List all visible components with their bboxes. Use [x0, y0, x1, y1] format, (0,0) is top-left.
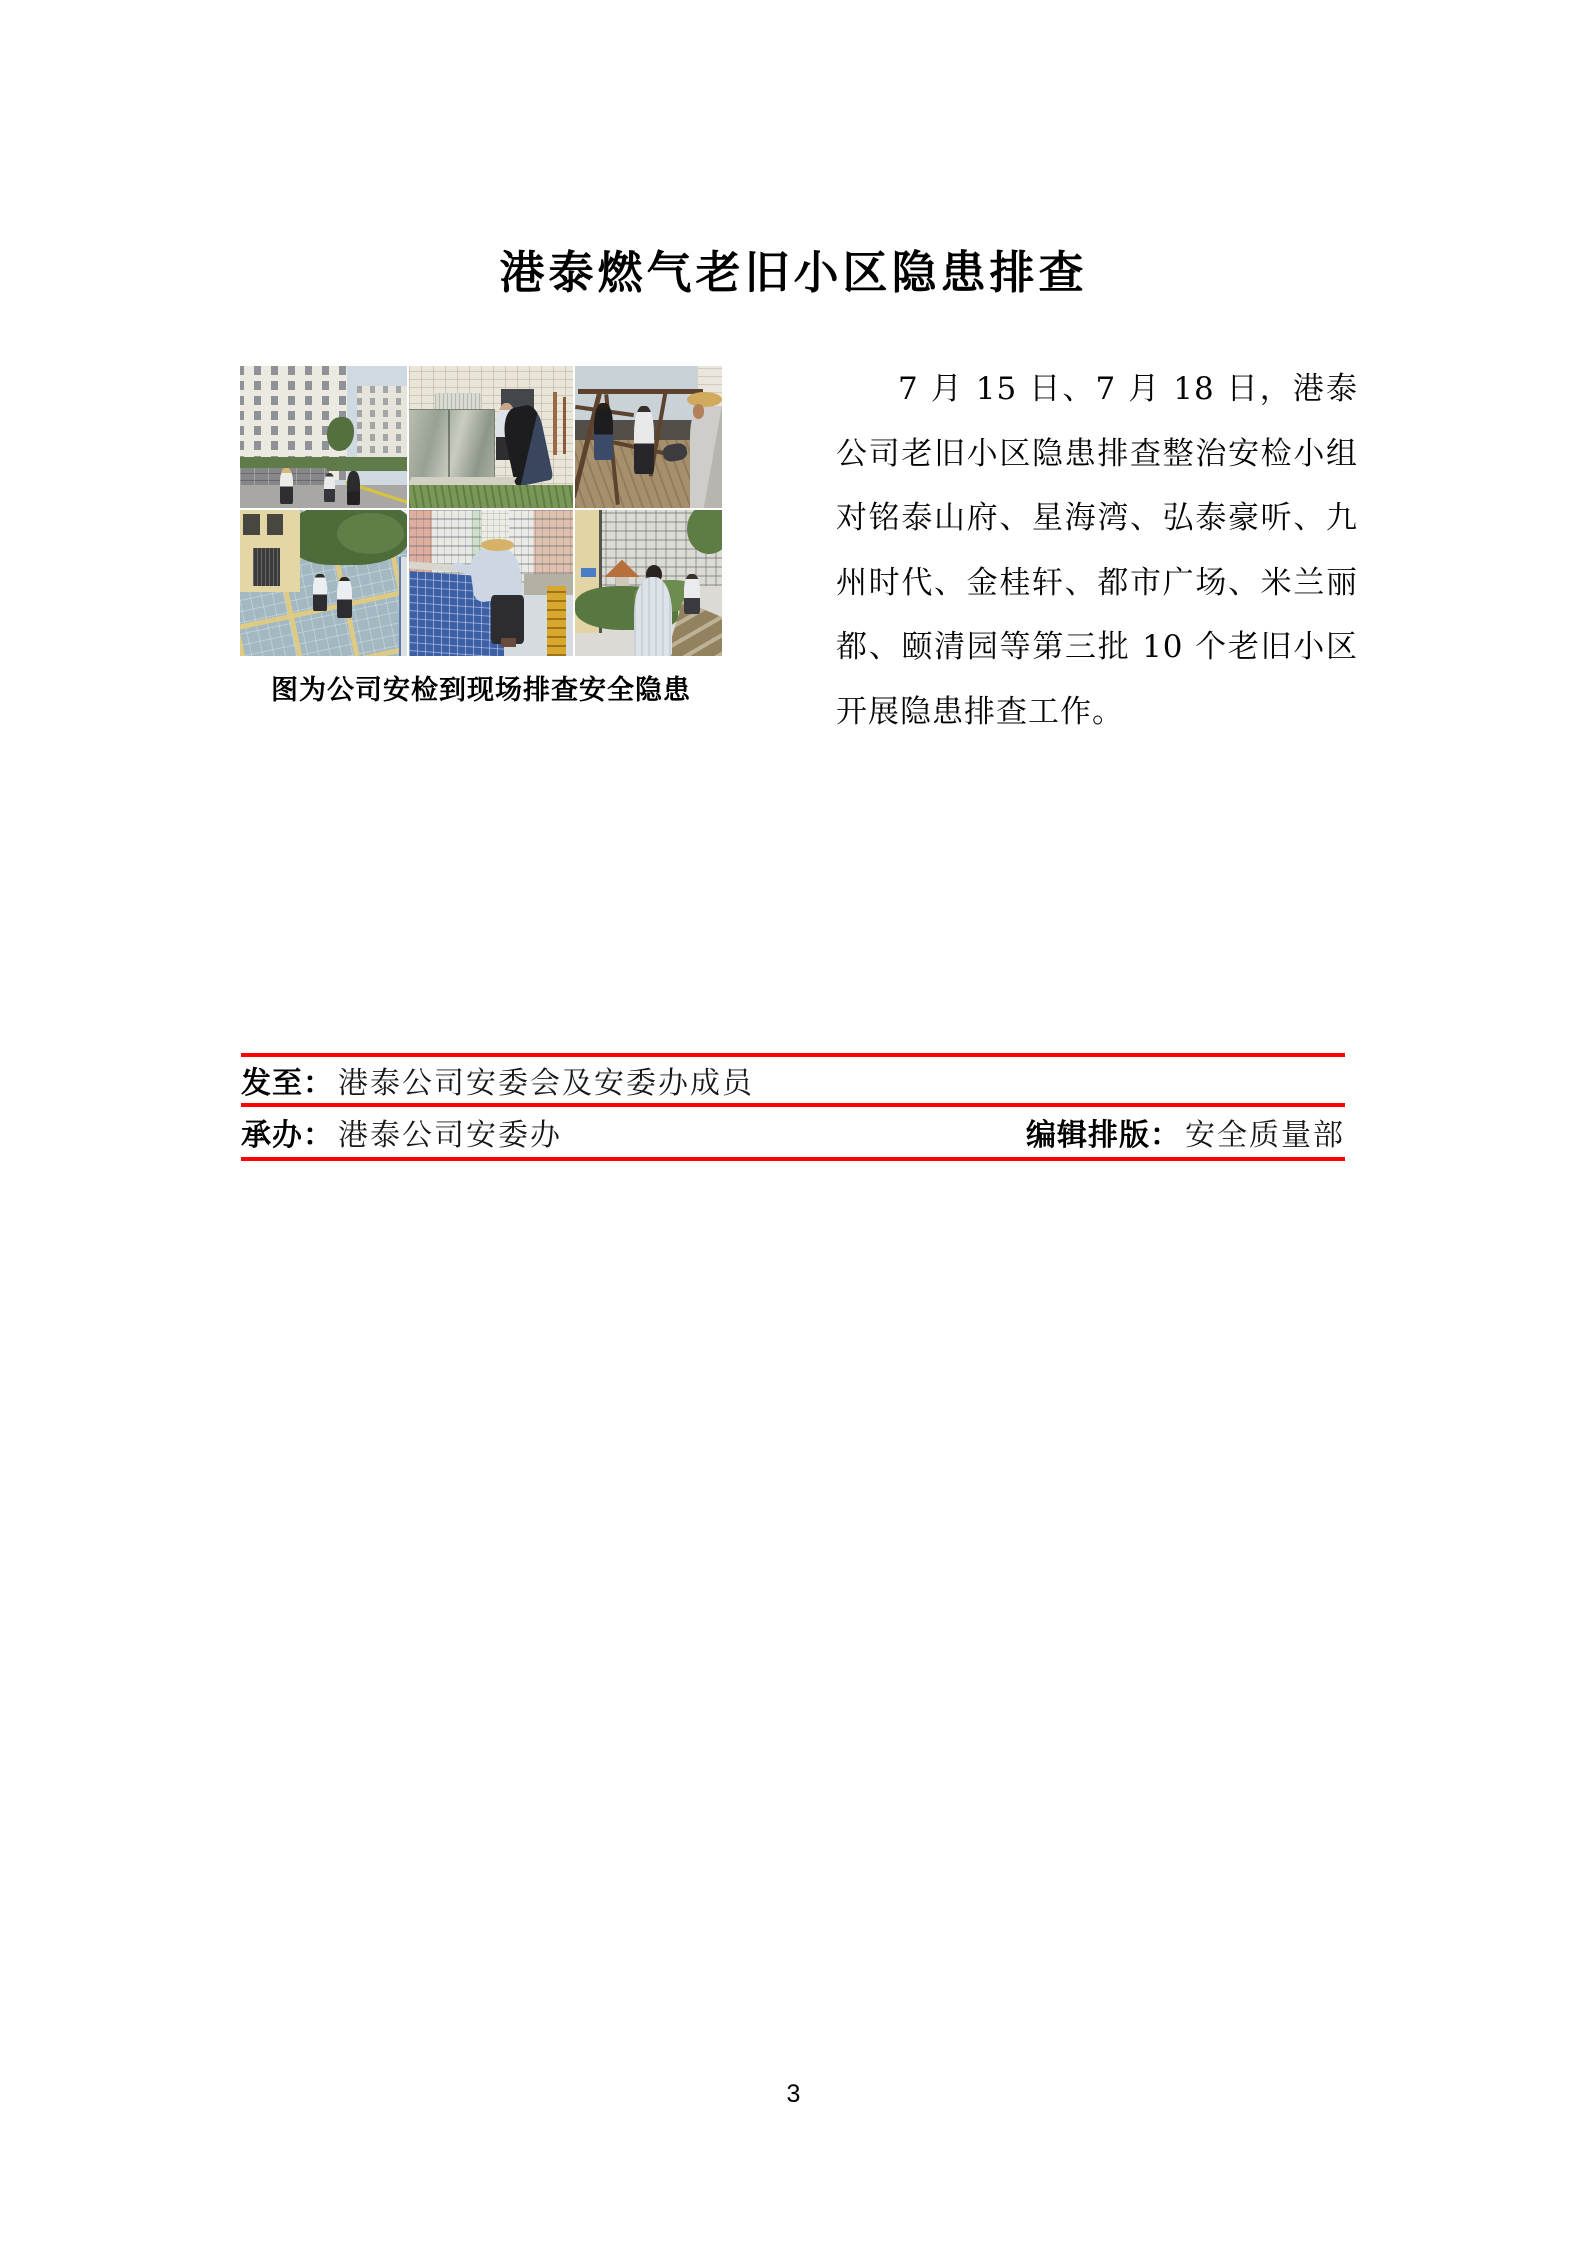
straw-hat — [687, 392, 722, 408]
photo-figure — [240, 366, 722, 707]
photo-courtyard — [240, 510, 407, 656]
window — [243, 514, 260, 534]
person-black-shirt — [594, 403, 613, 460]
inspector-shoe — [501, 638, 516, 647]
distribution-row-undertaker — [241, 1107, 1345, 1157]
blue-sign — [581, 568, 596, 577]
person-walking — [313, 574, 326, 611]
page-number: 3 — [786, 2080, 801, 2108]
person-black-shirt — [347, 471, 360, 505]
person-white-shirt — [324, 473, 336, 503]
wall-pipe-2 — [563, 397, 566, 454]
barred-gate — [253, 548, 280, 586]
grass — [409, 485, 573, 508]
red-rule-bottom — [241, 1157, 1345, 1161]
cabinet-door-seam — [448, 410, 450, 481]
undertaker-value: 港泰公司安委办 — [338, 1118, 562, 1153]
ac-unit — [435, 393, 481, 410]
editor-group — [1026, 1110, 1345, 1154]
person-walking-2 — [337, 577, 352, 618]
inspector-face — [693, 404, 705, 418]
photo-garden-path — [575, 510, 722, 656]
palm-tree — [327, 417, 354, 451]
article-paragraph: 7 月 15 日、7 月 18 日，港泰公司老旧小区隐患排查整治安检小组对铭泰山府、星海湾、弘泰豪听、九州时代、金桂轩、都市广场、米兰丽都、颐清园等第三批 10 个老旧小区开展隐患排查工作。 — [836, 371, 1358, 730]
figure-caption: 图为公司安检到现场排查安全隐患 — [271, 675, 691, 706]
photo-collage — [240, 366, 722, 656]
person-striped-shirt — [634, 577, 672, 656]
straw-hat — [481, 539, 514, 551]
yellow-ladder — [547, 586, 567, 656]
page-title: 港泰燃气老旧小区隐患排查 — [499, 246, 1088, 300]
window — [267, 514, 284, 534]
inspector-foreground — [690, 406, 722, 508]
photo-wall-climb — [409, 510, 573, 656]
editor-label: 编辑排版： — [1026, 1118, 1181, 1153]
building-right — [357, 386, 407, 466]
person-white-shirt — [634, 406, 655, 474]
tree-canopy-2 — [337, 513, 404, 554]
send-to-value: 港泰公司安委会及安委办成员 — [338, 1066, 754, 1101]
wall-pipe — [553, 392, 557, 456]
steel-cabinet — [409, 409, 495, 485]
distribution-row-send-to — [241, 1057, 1345, 1103]
person-squatting — [684, 574, 700, 613]
distribution-block — [241, 1053, 1345, 1161]
person-leaning-black — [500, 403, 555, 488]
pillar — [399, 557, 407, 656]
photo-cabinet-inspection — [409, 366, 573, 508]
undertaker-label: 承办： — [241, 1118, 334, 1153]
photo-apartment-path — [240, 366, 407, 508]
editor-value: 安全质量部 — [1185, 1118, 1345, 1153]
photo-rooftop-frame — [575, 366, 722, 508]
person-straw-hat — [280, 468, 293, 504]
inspector-pants — [491, 595, 524, 645]
send-to-label: 发至： — [241, 1066, 334, 1101]
